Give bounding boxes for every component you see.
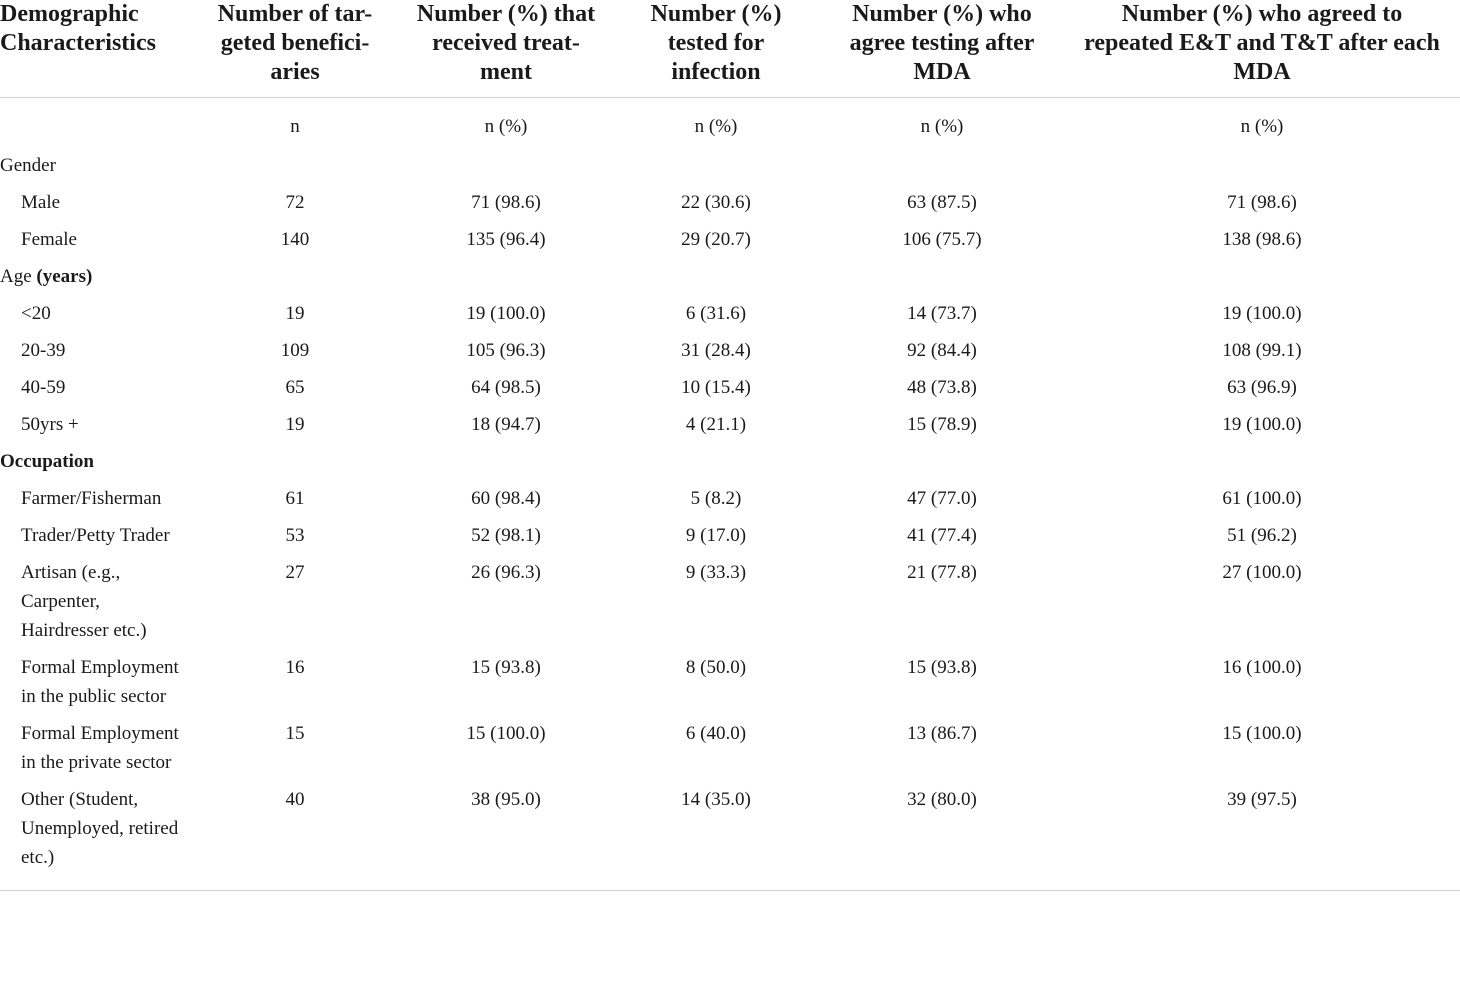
category-label <box>0 258 1460 295</box>
table-cell: 32 (80.0) <box>907 788 977 810</box>
table-cell: 41 (77.4) <box>907 524 977 546</box>
column-header-line: agree testing after <box>849 30 1035 56</box>
table-cell: 15 (100.0) <box>466 722 546 744</box>
table-cell: 15 (93.8) <box>471 656 541 678</box>
row-label: <20 <box>21 302 51 324</box>
table-cell: 14 (35.0) <box>681 788 751 810</box>
row-label: 40-59 <box>21 376 66 398</box>
row-label: Other (Student, Unemployed, retired etc.) <box>21 788 179 868</box>
column-header-3 <box>612 0 820 97</box>
table-header <box>0 0 1460 97</box>
table-cell: 138 (98.6) <box>1222 228 1302 250</box>
table-cell: 4 (21.1) <box>685 413 747 435</box>
table-cell: 9 (33.3) <box>685 561 747 583</box>
table-cell: 21 (77.8) <box>907 561 977 583</box>
unit-cell <box>0 97 190 147</box>
table-row <box>0 517 1460 554</box>
category-label-bold: (years) <box>36 265 93 287</box>
row-label: Artisan (e.g., Carpenter, Hairdresser etc.) <box>21 561 147 641</box>
column-header-4 <box>820 0 1064 97</box>
table-cell: 106 (75.7) <box>902 228 982 250</box>
table-row <box>0 184 1460 221</box>
table-cell: 26 (96.3) <box>471 561 541 583</box>
table-cell: 13 (86.7) <box>907 722 977 744</box>
table-cell: 9 (17.0) <box>685 524 747 546</box>
table-row <box>0 480 1460 517</box>
table-cell: 29 (20.7) <box>681 228 751 250</box>
table-cell: 19 <box>285 413 305 435</box>
row-label: Farmer/Fisherman <box>21 487 162 509</box>
unit-cell: n (%) <box>694 115 738 137</box>
table-cell: 15 (93.8) <box>907 656 977 678</box>
table-cell: 18 (94.7) <box>471 413 541 435</box>
table-cell: 105 (96.3) <box>466 339 546 361</box>
row-label: 20-39 <box>21 339 66 361</box>
column-header-line: Number (%) who agreed to <box>1121 1 1403 27</box>
table-row <box>0 406 1460 443</box>
table-cell: 48 (73.8) <box>907 376 977 398</box>
table-cell: 16 (100.0) <box>1222 656 1302 678</box>
table-cell: 61 (100.0) <box>1222 487 1302 509</box>
category-row <box>0 147 1460 184</box>
table-cell: 64 (98.5) <box>471 376 541 398</box>
table-cell: 22 (30.6) <box>681 191 751 213</box>
table-cell: 52 (98.1) <box>471 524 541 546</box>
table-row <box>0 554 1460 649</box>
column-header-0 <box>0 0 190 97</box>
category-label-text: Age <box>0 265 32 287</box>
table-cell: 60 (98.4) <box>471 487 541 509</box>
table-cell: 71 (98.6) <box>1227 191 1297 213</box>
column-header-line: geted benefici- <box>220 30 370 56</box>
table-cell: 47 (77.0) <box>907 487 977 509</box>
category-row <box>0 443 1460 480</box>
column-header-1 <box>190 0 400 97</box>
table-cell: 31 (28.4) <box>681 339 751 361</box>
table-cell: 39 (97.5) <box>1227 788 1297 810</box>
table-cell: 65 <box>285 376 305 398</box>
table-cell: 51 (96.2) <box>1227 524 1297 546</box>
table-cell: 71 (98.6) <box>471 191 541 213</box>
table-cell: 61 <box>285 487 305 509</box>
category-label <box>0 443 1460 480</box>
unit-cell: n (%) <box>1240 115 1284 137</box>
table-cell: 109 <box>280 339 310 361</box>
row-label: 50yrs + <box>21 413 79 435</box>
column-header-line: tested for <box>667 30 765 56</box>
table-cell: 10 (15.4) <box>681 376 751 398</box>
table-cell: 6 (40.0) <box>685 722 747 744</box>
table-cell: 140 <box>280 228 310 250</box>
category-row <box>0 258 1460 295</box>
category-label <box>0 147 1460 184</box>
table-cell: 19 (100.0) <box>1222 302 1302 324</box>
table-cell: 15 <box>285 722 305 744</box>
header-row <box>0 0 1460 97</box>
table-cell: 14 (73.7) <box>907 302 977 324</box>
category-label-text: Gender <box>0 154 56 176</box>
unit-cell: n (%) <box>484 115 528 137</box>
column-header-line: repeated E&T and T&T after each <box>1084 30 1440 56</box>
table-cell: 19 <box>285 302 305 324</box>
row-label: Formal Employment in the public sector <box>21 656 179 707</box>
table-cell: 6 (31.6) <box>685 302 747 324</box>
table-row <box>0 295 1460 332</box>
unit-cell: n <box>290 115 300 137</box>
table-cell: 40 <box>285 788 305 810</box>
row-label: Trader/Petty Trader <box>21 524 170 546</box>
table-cell: 63 (96.9) <box>1227 376 1297 398</box>
table-cell: 92 (84.4) <box>907 339 977 361</box>
row-label: Male <box>21 191 61 213</box>
column-header-line: infection <box>671 59 761 85</box>
table-cell: 8 (50.0) <box>685 656 747 678</box>
table-cell: 63 (87.5) <box>907 191 977 213</box>
column-header-line: Number (%) who <box>852 1 1032 27</box>
column-header-line: ment <box>480 59 532 85</box>
column-header-line: Number of tar- <box>217 1 373 27</box>
column-header-line: Characteristics <box>0 30 156 56</box>
units-row <box>0 97 1460 147</box>
table-cell: 5 (8.2) <box>690 487 742 509</box>
table-row <box>0 221 1460 258</box>
table-row <box>0 369 1460 406</box>
table-cell: 19 (100.0) <box>466 302 546 324</box>
table-cell: 72 <box>285 191 305 213</box>
row-label: Female <box>21 228 77 250</box>
column-header-line: Number (%) <box>650 1 782 27</box>
table-row <box>0 649 1460 715</box>
table-cell: 15 (100.0) <box>1222 722 1302 744</box>
table-cell: 108 (99.1) <box>1222 339 1302 361</box>
column-header-line: MDA <box>1233 59 1291 85</box>
column-header-line: Number (%) that <box>416 1 596 27</box>
row-label: Formal Employment in the private sector <box>21 722 179 773</box>
table-cell: 38 (95.0) <box>471 788 541 810</box>
column-header-line: received treat- <box>432 30 580 56</box>
table-cell: 27 (100.0) <box>1222 561 1302 583</box>
column-header-5 <box>1064 0 1460 97</box>
table-cell: 135 (96.4) <box>466 228 546 250</box>
table-row <box>0 332 1460 369</box>
column-header-line: MDA <box>913 59 971 85</box>
table-body <box>0 97 1460 890</box>
table-cell: 27 <box>285 561 305 583</box>
column-header-2 <box>400 0 612 97</box>
category-label-bold: Occupation <box>0 450 94 472</box>
table-row <box>0 781 1460 891</box>
column-header-line: aries <box>270 59 320 85</box>
table-row <box>0 715 1460 781</box>
table-cell: 16 <box>285 656 305 678</box>
unit-cell: n (%) <box>920 115 964 137</box>
table-cell: 53 <box>285 524 305 546</box>
table-cell: 19 (100.0) <box>1222 413 1302 435</box>
table-cell: 15 (78.9) <box>907 413 977 435</box>
column-header-line: Demographic <box>0 1 139 27</box>
